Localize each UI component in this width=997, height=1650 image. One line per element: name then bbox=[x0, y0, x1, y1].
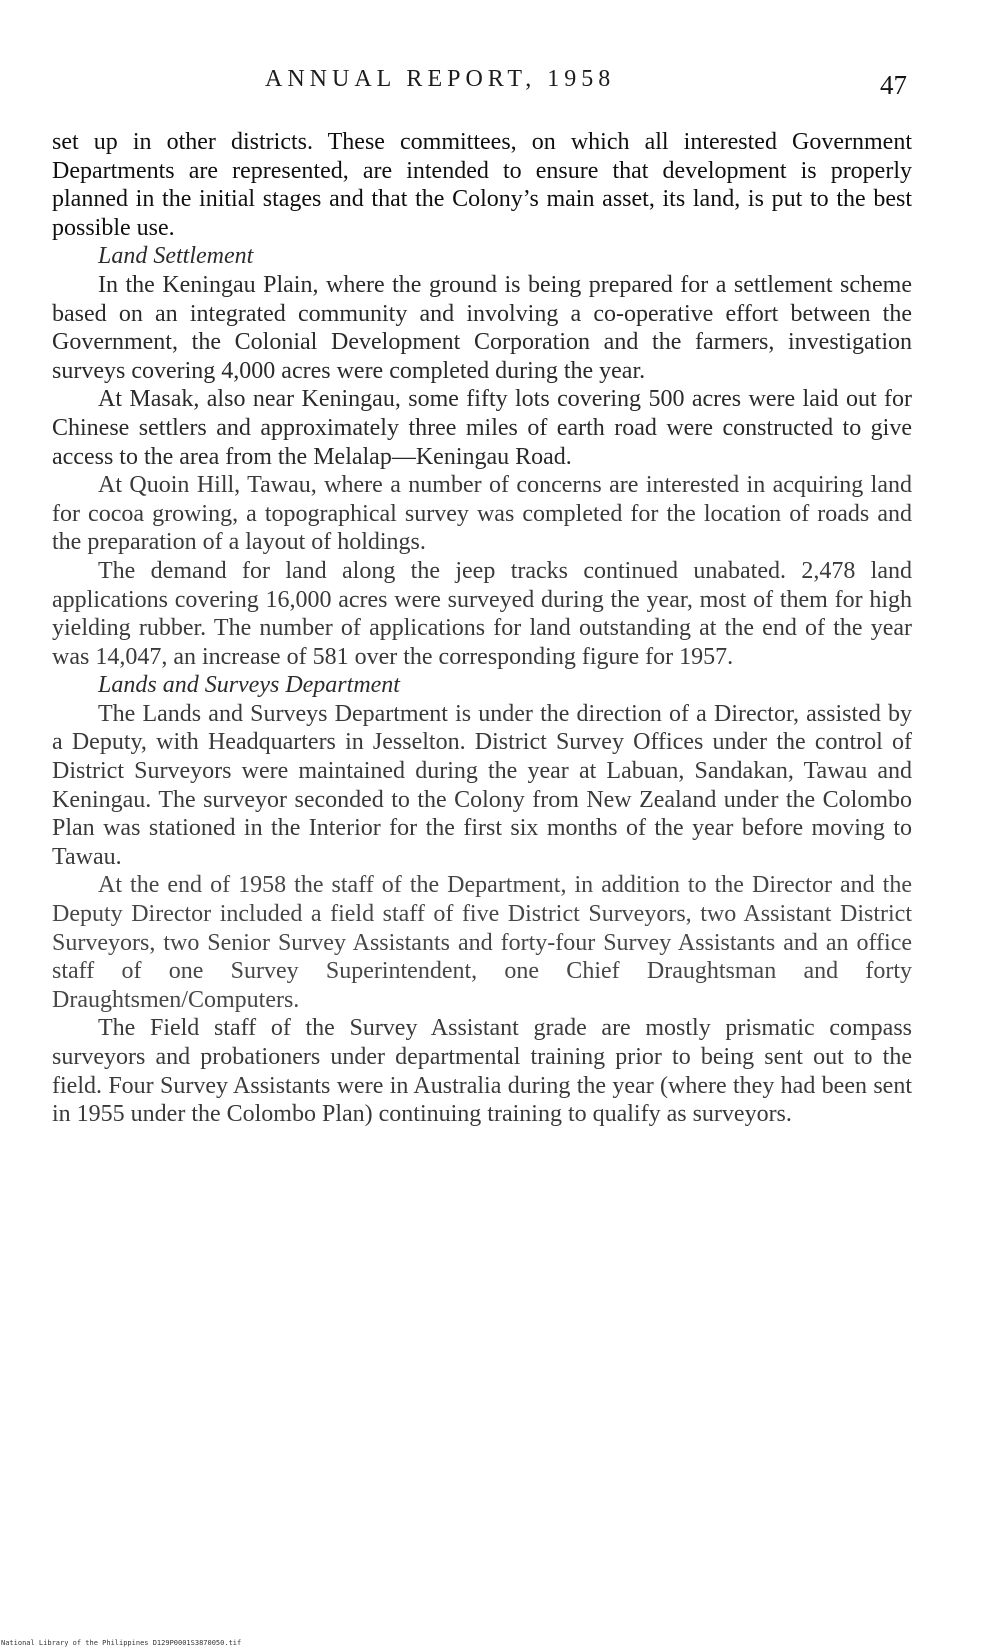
scan-footer: National Library of the Philippines D129P0001S3870050.tif bbox=[1, 1639, 242, 1647]
paragraph-department-staff: At the end of 1958 the staff of the Department, in addition to the Director and the Deputy Director included a field staff of five District Surveyors, two Assistant District Surveyors, two Senior Survey Assistants and forty-four Survey Assistants and an office staff of one Survey Superintendent, one Chief Draughtsman and forty Draughtsmen/Computers. bbox=[52, 872, 912, 1013]
paragraph-department-direction: The Lands and Surveys Department is under the direction of a Director, assisted by a Deputy, with Headquarters in Jesselton. District Survey Offices under the control of District Surveyors were maintained during the year at Labuan, Sandakan, Tawau and Keningau. The surveyor seconded to the Colony from New Zealand under the Colombo Plan was stationed in the Interior for the first six months of the year before moving to Tawau. bbox=[52, 700, 912, 870]
paragraph-land-demand: The demand for land along the jeep tracks continued unabated. 2,478 land applications covering 16,000 acres were surveyed during the year, most of them for high yielding rubber. The number of applications for land outstanding at the end of the year was 14,047, an increase of 581 over the corresponding figure for 1957. bbox=[52, 557, 912, 670]
section-heading-land-settlement: Land Settlement bbox=[98, 243, 254, 270]
paragraph-quoin-hill: At Quoin Hill, Tawau, where a number of concerns are interested in acquiring land for cocoa growing, a topographical survey was completed for the location of roads and the preparation of a layout of holdings. bbox=[52, 472, 912, 556]
page-number: 47 bbox=[880, 70, 907, 100]
paragraph-field-staff: The Field staff of the Survey Assistant grade are mostly prismatic compass surveyors and probationers under departmental training prior to being sent out to the field. Four Survey Assistants were in Australia during the year (where they had been sent in 1955 under the Colombo Plan) continuing training to qualify as surveyors. bbox=[52, 1015, 912, 1128]
section-heading-lands-surveys: Lands and Surveys Department bbox=[98, 672, 400, 699]
paragraph-continued: set up in other districts. These committees, on which all interested Government Departments are represented, are intended to ensure that development is properly planned in the initial stages and that the Colony’s main asset, its land, is put to the best possible use. bbox=[52, 129, 912, 241]
paragraph-keningau-plain: In the Keningau Plain, where the ground is being prepared for a settlement scheme based on an integrated community and involving a co-operative effort between the Government, the Colonial Development Corporation and the farmers, investigation surveys covering 4,000 acres were completed during the year. bbox=[52, 271, 912, 384]
running-head: ANNUAL REPORT, 1958 bbox=[265, 66, 616, 92]
paragraph-masak: At Masak, also near Keningau, some fifty lots covering 500 acres were laid out for Chinese settlers and approximately three miles of earth road were constructed to give access to the area from the Melalap—Keningau Road. bbox=[52, 386, 912, 470]
body-text bbox=[52, 128, 912, 1129]
